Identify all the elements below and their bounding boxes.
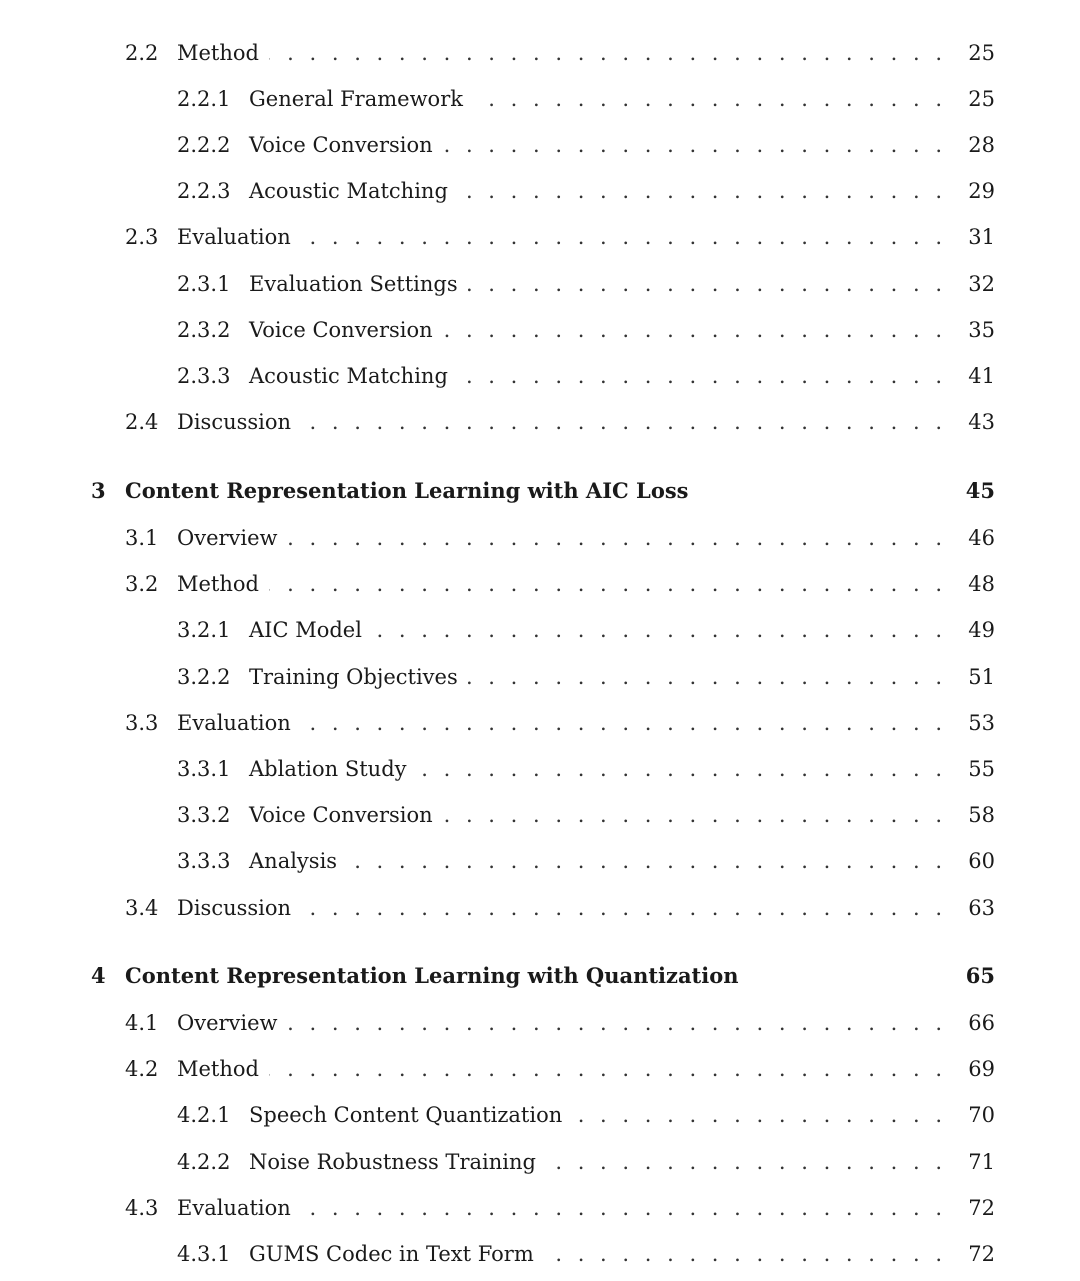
leader-dots (572, 1095, 942, 1135)
leader-dots (301, 217, 942, 257)
section-number: 4.3 (125, 1196, 159, 1220)
page-number: 31 (968, 225, 995, 249)
toc-entry[interactable] (0, 703, 1080, 743)
page-number: 53 (968, 711, 995, 735)
leader-dots (288, 1003, 942, 1043)
toc-entry[interactable] (0, 841, 1080, 881)
page-number: 60 (968, 849, 995, 873)
leader-dots (288, 518, 942, 558)
section-number: 2.3 (125, 225, 159, 249)
section-title: Noise Robustness Training (249, 1142, 542, 1182)
leader-dots (468, 264, 942, 304)
section-title: Voice Conversion (249, 795, 439, 835)
section-title: Overview (177, 1003, 284, 1043)
toc-entry[interactable] (0, 610, 1080, 650)
leader-dots (443, 795, 942, 835)
page-number: 43 (968, 410, 995, 434)
leader-dots (458, 356, 942, 396)
section-title: Method (177, 1049, 265, 1089)
section-title: Acoustic Matching (249, 356, 454, 396)
section-title: Method (177, 33, 265, 73)
section-number: 4.2.2 (177, 1150, 231, 1174)
section-number: 3.3.1 (177, 757, 231, 781)
leader-dots (372, 610, 942, 650)
page-number: 51 (968, 665, 995, 689)
section-number: 3.2.2 (177, 665, 231, 689)
toc-entry[interactable] (0, 888, 1080, 928)
section-title: Overview (177, 518, 284, 558)
leader-dots (301, 888, 942, 928)
section-title: Evaluation (177, 1188, 297, 1228)
section-number: 2.2.2 (177, 133, 231, 157)
page-number: 25 (968, 41, 995, 65)
section-title: Ablation Study (249, 749, 413, 789)
section-title: Discussion (177, 402, 297, 442)
leader-dots (443, 310, 942, 350)
toc-entry[interactable] (0, 1188, 1080, 1228)
leader-dots (269, 33, 942, 73)
page-number: 63 (968, 896, 995, 920)
chapter-title: Content Representation Learning with Quantization (125, 956, 745, 996)
section-number: 3.3 (125, 711, 159, 735)
section-number: 3.1 (125, 526, 159, 550)
section-number: 4.2 (125, 1057, 159, 1081)
toc-entry[interactable] (0, 1049, 1080, 1089)
toc-entry[interactable] (0, 217, 1080, 257)
chapter-entry[interactable] (0, 956, 1080, 996)
toc-entry[interactable] (0, 564, 1080, 604)
leader-dots (443, 125, 942, 165)
page-number: 25 (968, 87, 995, 111)
section-title: Discussion (177, 888, 297, 928)
toc-entry[interactable] (0, 1142, 1080, 1182)
section-number: 2.3.3 (177, 364, 231, 388)
page-number: 46 (968, 526, 995, 550)
page-number: 71 (968, 1150, 995, 1174)
leader-dots (301, 1188, 942, 1228)
leader-dots (301, 703, 942, 743)
toc-entry[interactable] (0, 33, 1080, 73)
section-number: 2.2.3 (177, 179, 231, 203)
page-number: 48 (968, 572, 995, 596)
section-number: 3.3.3 (177, 849, 231, 873)
toc-entry[interactable] (0, 310, 1080, 350)
section-title: Speech Content Quantization (249, 1095, 568, 1135)
page-number: 66 (968, 1011, 995, 1035)
page-number: 55 (968, 757, 995, 781)
page-number: 58 (968, 803, 995, 827)
section-title: Voice Conversion (249, 310, 439, 350)
toc-entry[interactable] (0, 356, 1080, 396)
section-number: 3.2.1 (177, 618, 231, 642)
page-number: 65 (965, 963, 995, 988)
leader-dots (458, 171, 942, 211)
section-title: Evaluation (177, 217, 297, 257)
section-title: Voice Conversion (249, 125, 439, 165)
page-number: 70 (968, 1103, 995, 1127)
leader-dots (269, 1049, 942, 1089)
leader-dots (468, 657, 942, 697)
leader-dots (301, 402, 942, 442)
toc-entry[interactable] (0, 1234, 1080, 1274)
section-number: 2.4 (125, 410, 159, 434)
section-number: 4.3.1 (177, 1242, 231, 1266)
section-title: Acoustic Matching (249, 171, 454, 211)
page-number: 29 (968, 179, 995, 203)
page-number: 41 (968, 364, 995, 388)
section-title: Evaluation Settings (249, 264, 464, 304)
chapter-entry[interactable] (0, 471, 1080, 511)
page-number: 72 (968, 1196, 995, 1220)
section-number: 3.4 (125, 896, 159, 920)
toc-entry[interactable] (0, 264, 1080, 304)
section-number: 2.2.1 (177, 87, 231, 111)
chapter-number: 3 (91, 478, 106, 503)
chapter-title: Content Representation Learning with AIC Loss (125, 471, 694, 511)
toc-entry[interactable] (0, 1003, 1080, 1043)
page-number: 32 (968, 272, 995, 296)
section-number: 3.3.2 (177, 803, 231, 827)
page-number: 72 (968, 1242, 995, 1266)
section-title: AIC Model (249, 610, 368, 650)
section-number: 4.2.1 (177, 1103, 231, 1127)
leader-dots (417, 749, 942, 789)
page-number: 35 (968, 318, 995, 342)
toc-entry[interactable] (0, 171, 1080, 211)
section-title: Analysis (249, 841, 343, 881)
toc-entry[interactable] (0, 402, 1080, 442)
section-title: GUMS Codec in Text Form (249, 1234, 540, 1274)
section-title: Training Objectives (249, 657, 464, 697)
section-number: 4.1 (125, 1011, 159, 1035)
page-number: 49 (968, 618, 995, 642)
toc-entry[interactable] (0, 79, 1080, 119)
chapter-number: 4 (91, 963, 106, 988)
toc-entry[interactable] (0, 657, 1080, 697)
leader-dots (269, 564, 942, 604)
section-number: 2.3.1 (177, 272, 231, 296)
toc-entry[interactable] (0, 125, 1080, 165)
page-number: 28 (968, 133, 995, 157)
section-title: Evaluation (177, 703, 297, 743)
section-number: 2.3.2 (177, 318, 231, 342)
leader-dots (473, 79, 942, 119)
toc-entry[interactable] (0, 1095, 1080, 1135)
toc-entry[interactable] (0, 795, 1080, 835)
toc-entry[interactable] (0, 749, 1080, 789)
section-number: 2.2 (125, 41, 159, 65)
page-number: 69 (968, 1057, 995, 1081)
page-number: 45 (965, 478, 995, 503)
section-title: General Framework (249, 79, 469, 119)
section-title: Method (177, 564, 265, 604)
leader-dots (546, 1142, 942, 1182)
toc-entry[interactable] (0, 518, 1080, 558)
leader-dots (544, 1234, 942, 1274)
leader-dots (347, 841, 942, 881)
section-number: 3.2 (125, 572, 159, 596)
